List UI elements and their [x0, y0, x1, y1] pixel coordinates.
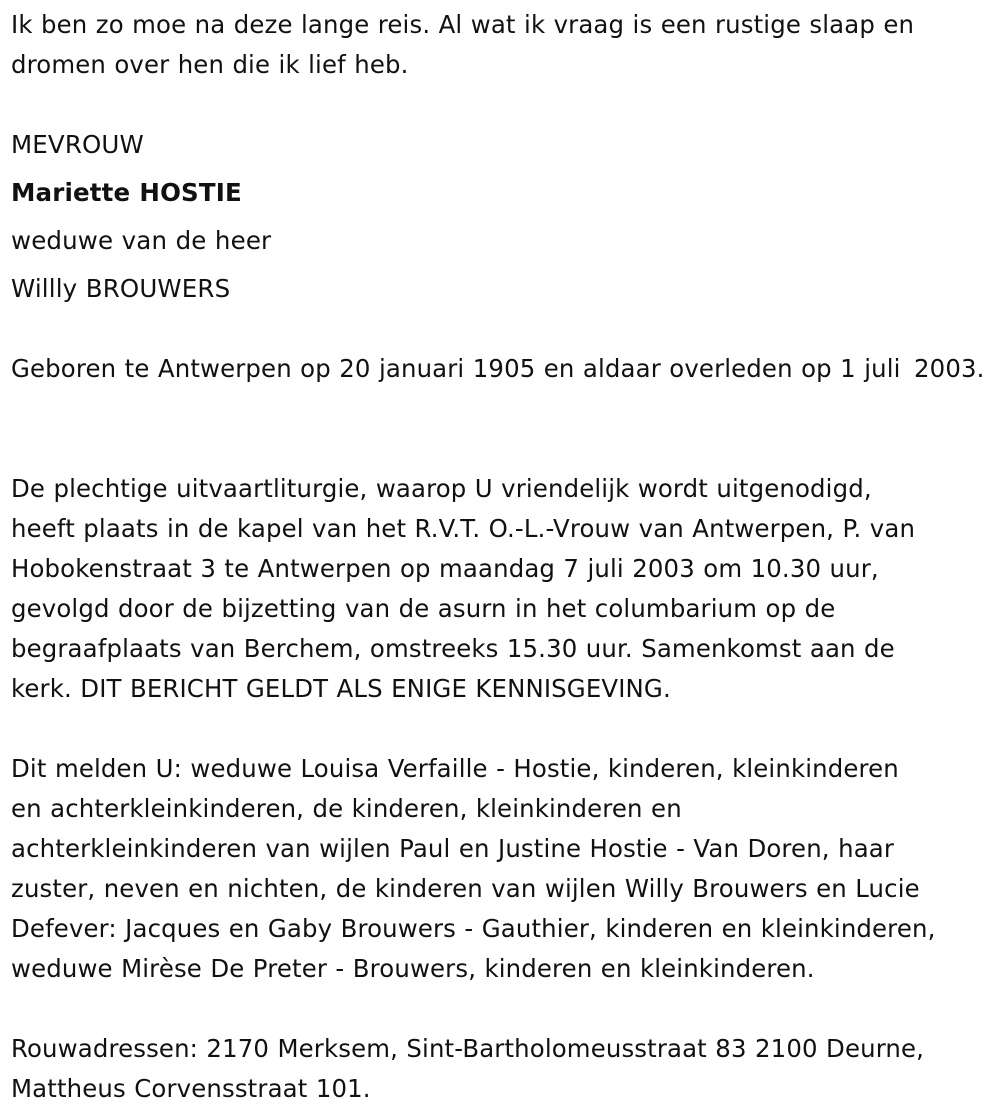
announcement-paragraph — [11, 749, 996, 989]
liturgy-line: De plechtige uitvaartliturgie, waarop U vriendelijk wordt uitgenodigd, — [11, 474, 872, 503]
announcement-line: Dit melden U: weduwe Louisa Verfaille - Hostie, kinderen, kleinkinderen — [11, 754, 899, 783]
quote-line: dromen over hen die ik lief heb. — [11, 50, 409, 79]
liturgy-line: heeft plaats in de kapel van het R.V.T. O.-L.-Vrouw van Antwerpen, P. van — [11, 514, 916, 543]
address-line: Rouwadressen: 2170 Merksem, Sint-Bartholomeusstraat 83 2100 Deurne, — [11, 1034, 925, 1063]
liturgy-line: gevolgd door de bijzetting van de asurn in het columbarium op de — [11, 594, 836, 623]
birth-death-paragraph — [11, 349, 996, 389]
honorific-title: MEVROUW — [11, 130, 144, 159]
liturgy-line: kerk. DIT BERICHT GELDT ALS ENIGE KENNISGEVING. — [11, 674, 671, 703]
quote-paragraph — [11, 5, 996, 85]
liturgy-line: begraafplaats van Berchem, omstreeks 15.30 uur. Samenkomst aan de — [11, 634, 895, 663]
born-line: Geboren te Antwerpen op 20 januari 1905 en aldaar overleden op 1 juli — [11, 354, 901, 383]
address-line: Mattheus Corvensstraat 101. — [11, 1074, 371, 1103]
announcement-line: achterkleinkinderen van wijlen Paul en Justine Hostie - Van Doren, haar — [11, 834, 895, 863]
funeral-liturgy-paragraph — [11, 469, 996, 709]
liturgy-line: Hobokenstraat 3 te Antwerpen op maandag 7 juli 2003 om 10.30 uur, — [11, 554, 879, 583]
announcement-line: en achterkleinkinderen, de kinderen, kleinkinderen en — [11, 794, 682, 823]
deceased-name: Mariette HOSTIE — [11, 178, 242, 207]
quote-line: Ik ben zo moe na deze lange reis. Al wat ik vraag is een rustige slaap en — [11, 10, 915, 39]
announcement-line: weduwe Mirèse De Preter - Brouwers, kinderen en kleinkinderen. — [11, 954, 815, 983]
born-line: 2003. — [913, 354, 985, 383]
announcement-line: zuster, neven en nichten, de kinderen van wijlen Willy Brouwers en Lucie — [11, 874, 920, 903]
husband-name: Willly BROUWERS — [11, 274, 231, 303]
widow-of-label: weduwe van de heer — [11, 226, 272, 255]
announcement-line: Defever: Jacques en Gaby Brouwers - Gauthier, kinderen en kleinkinderen, — [11, 914, 936, 943]
mourning-addresses-paragraph — [11, 1029, 996, 1109]
